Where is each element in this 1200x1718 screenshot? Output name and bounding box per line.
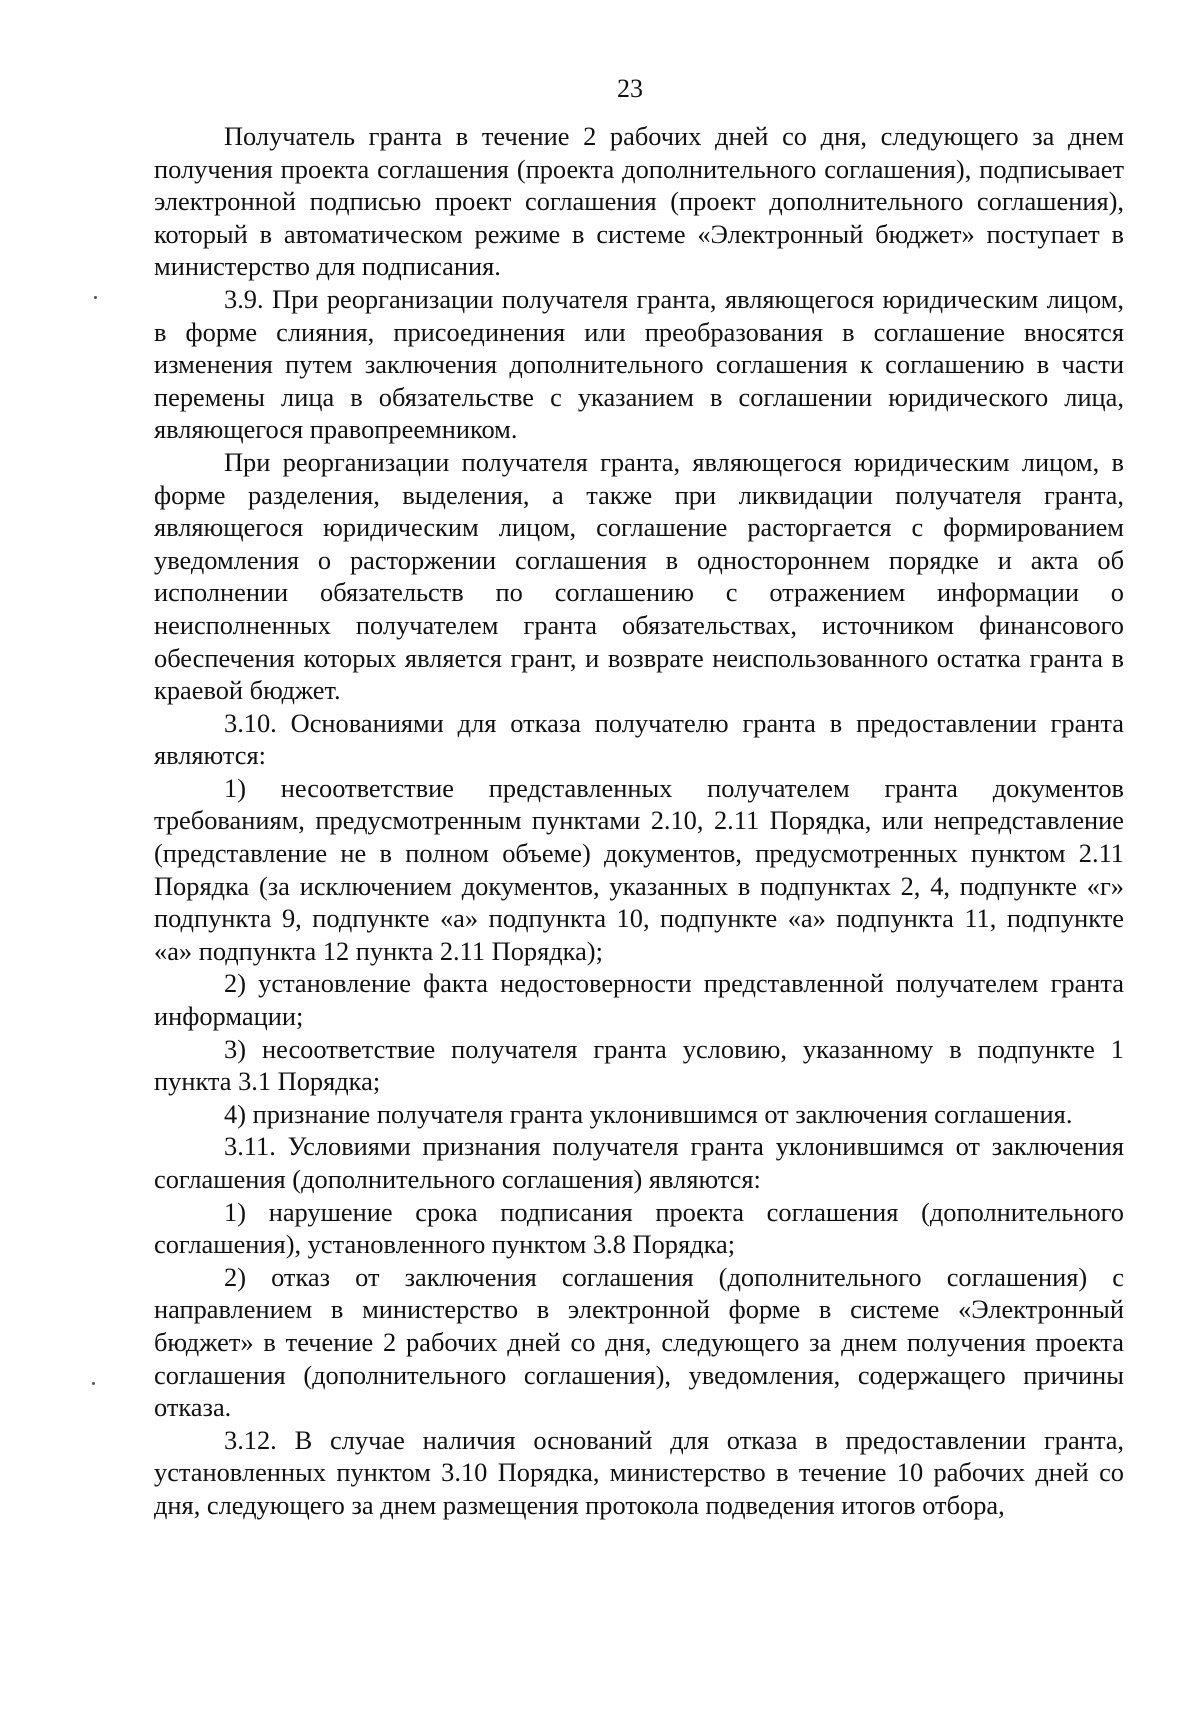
paragraph-3-12: 3.12. В случае наличия оснований для отказа в предоставлении гранта, установленных пунктом 3.10 Порядка, министерство в течение 10 рабочих дней со дня, следующего за днем размещения протокола подведения итогов отбора, xyxy=(154,1424,1124,1520)
paragraph-3-9: 3.9. При реорганизации получателя гранта, являющегося юридическим лицом, в форме слияния, присоединения или преобразования в соглашение вносятся изменения путем заключения дополнительного соглашения к соглашению в части перемены лица в обязательстве с указанием в соглашении юридического лица, являющегося правопреемником. xyxy=(154,283,1124,445)
paragraph-3-11: 3.11. Условиями признания получателя гранта уклонившимся от заключения соглашения (дополнительного соглашения) являются: xyxy=(154,1131,1124,1194)
document-body xyxy=(154,120,1124,1522)
paragraph-3-10-item-1: 1) несоответствие представленных получателем гранта документов требованиям, предусмотренным пунктами 2.10, 2.11 Порядка, или непредставление (представление не в полном объеме) документов, предусмотренных пунктом 2.11 Порядка (за исключением документов, указанных в подпунктах 2, 4, подпункте «г» подпункта 9, подпункте «а» подпункта 10, подпункте «а» подпункта 11, подпункте «а» подпункта 12 пункта 2.11 Порядка); xyxy=(154,772,1124,966)
scan-speck xyxy=(94,296,97,299)
paragraph-3-11-item-2: 2) отказ от заключения соглашения (дополнительного соглашения) с направлением в министерство в электронной форме в системе «Электронный бюджет» в течение 2 рабочих дней со дня, следующего за днем получения проекта соглашения (дополнительного соглашения), уведомления, содержащего причины отказа. xyxy=(154,1261,1124,1423)
paragraph-3-10: 3.10. Основаниями для отказа получателю гранта в предоставлении гранта являются: xyxy=(154,707,1124,771)
scan-speck xyxy=(92,1382,95,1385)
paragraph-3-10-item-2: 2) установление факта недостоверности представленной получателем гранта информации; xyxy=(154,968,1124,1032)
paragraph-reorganization-separation: При реорганизации получателя гранта, являющегося юридическим лицом, в форме разделения, выделения, а также при ликвидации получателя гранта, являющегося юридическим лицом, соглашение расторгается с формированием уведомления о расторжении соглашения в одностороннем порядке и акта об исполнении обязательств по соглашению с отражением информации о неисполненных получателем гранта обязательствах, источником финансового обеспечения которых является грант, и возврате неиспользованного остатка гранта в краевой бюджет. xyxy=(154,446,1124,706)
paragraph-3-10-item-3: 3) несоответствие получателя гранта условию, указанному в подпункте 1 пункта 3.1 Порядка; xyxy=(154,1033,1124,1097)
page-number: 23 xyxy=(617,74,643,103)
paragraph-signing: Получатель гранта в течение 2 рабочих дней со дня, следующего за днем получения проекта соглашения (проекта дополнительного соглашения), подписывает электронной подписью проект соглашения (проект дополнительного соглашения), который в автоматическом режиме в системе «Электронный бюджет» поступает в министерство для подписания. xyxy=(154,121,1124,282)
paragraph-3-10-item-4: 4) признание получателя гранта уклонившимся от заключения соглашения. xyxy=(224,1098,1073,1129)
paragraph-3-11-item-1: 1) нарушение срока подписания проекта соглашения (дополнительного соглашения), установленного пунктом 3.8 Порядка; xyxy=(154,1196,1124,1260)
